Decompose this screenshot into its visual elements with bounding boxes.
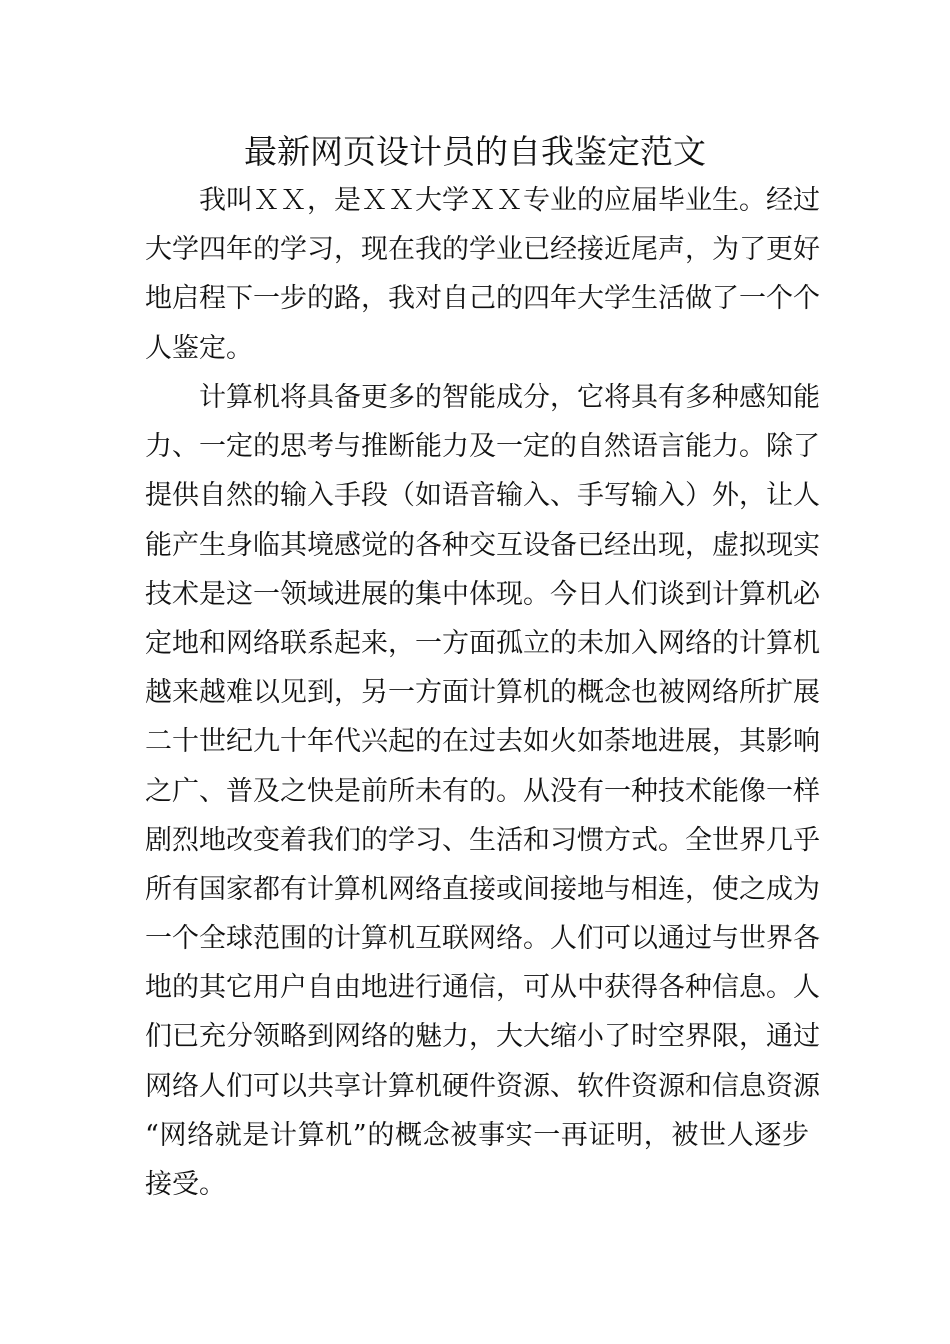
document-title: 最新网页设计员的自我鉴定范文 bbox=[244, 132, 706, 171]
paragraph-line: 网络人们可以共享计算机硬件资源、软件资源和信息资源 bbox=[145, 1070, 820, 1102]
paragraph-line: 二十世纪九十年代兴起的在过去如火如荼地进展，其影响 bbox=[145, 726, 820, 758]
paragraph-line: 大学四年的学习，现在我的学业已经接近尾声，为了更好 bbox=[145, 234, 820, 266]
paragraph-line: 接受。 bbox=[145, 1169, 226, 1200]
paragraph-line: 能产生身临其境感觉的各种交互设备已经出现，虚拟现实 bbox=[145, 529, 820, 561]
paragraph-line: 剧烈地改变着我们的学习、生活和习惯方式。全世界几乎 bbox=[145, 824, 820, 856]
paragraph-line: 技术是这一领域进展的集中体现。今日人们谈到计算机必 bbox=[145, 578, 820, 610]
paragraph-line: 之广、普及之快是前所未有的。从没有一种技术能像一样 bbox=[145, 775, 820, 807]
paragraph-line: 们已充分领略到网络的魅力，大大缩小了时空界限，通过 bbox=[145, 1021, 820, 1053]
paragraph-line: 力、一定的思考与推断能力及一定的自然语言能力。除了 bbox=[145, 431, 820, 463]
paragraph-line: 我叫ＸＸ，是ＸＸ大学ＸＸ专业的应届毕业生。经过 bbox=[199, 185, 820, 216]
paragraph-line: 地启程下一步的路，我对自己的四年大学生活做了一个个 bbox=[145, 283, 820, 315]
paragraph-line: 定地和网络联系起来，一方面孤立的未加入网络的计算机 bbox=[145, 627, 820, 659]
paragraph-line: 所有国家都有计算机网络直接或间接地与相连，使之成为 bbox=[145, 873, 820, 905]
paragraph-2 bbox=[145, 373, 820, 1209]
paragraph-1 bbox=[145, 176, 820, 373]
paragraph-line: “网络就是计算机”的概念被事实一再证明，被世人逐步 bbox=[145, 1119, 809, 1151]
paragraph-line: 地的其它用户自由地进行通信，可从中获得各种信息。人 bbox=[145, 972, 820, 1004]
paragraph-line: 人鉴定。 bbox=[145, 332, 253, 364]
paragraph-line: 一个全球范围的计算机互联网络。人们可以通过与世界各 bbox=[145, 923, 820, 955]
paragraph-line: 计算机将具备更多的智能成分，它将具有多种感知能 bbox=[199, 382, 820, 413]
paragraph-line: 提供自然的输入手段（如语音输入、手写输入）外，让人 bbox=[145, 480, 820, 512]
paragraph-line: 越来越难以见到，另一方面计算机的概念也被网络所扩展 bbox=[145, 677, 820, 709]
